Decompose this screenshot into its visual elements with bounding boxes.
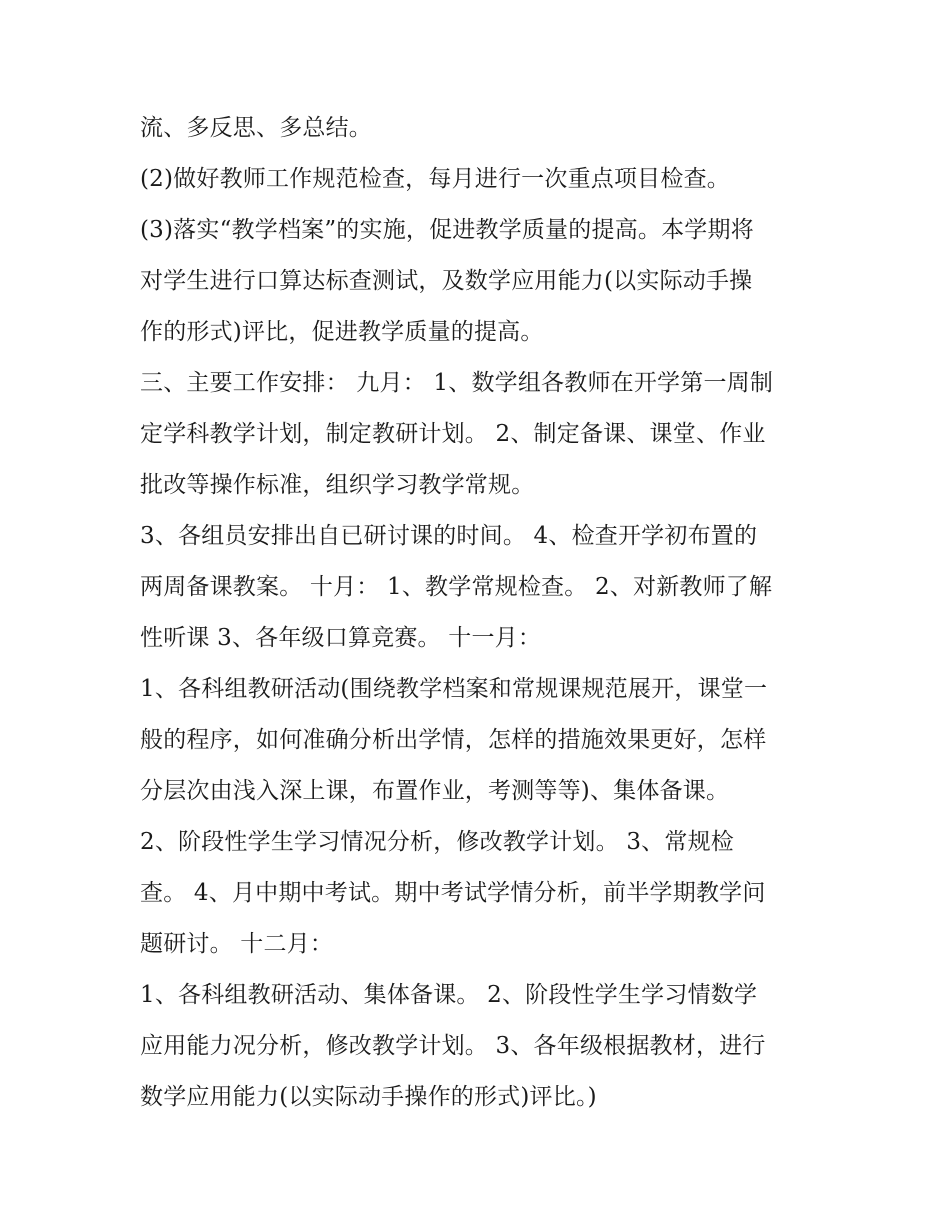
text-line: 对学生进行口算达标查测试，及数学应用能力(以实际动手操 (140, 268, 753, 294)
text-line: 作的形式)评比，促进教学质量的提高。 (140, 319, 544, 345)
text-line: (3)落实“教学档案”的实施，促进教学质量的提高。本学期将 (140, 217, 754, 243)
text-line: 3、各组员安排出自已研讨课的时间。 4、检查开学初布置的 (140, 523, 758, 549)
text-line: 2、阶段性学生学习情况分析，修改教学计划。 3、常规检 (140, 829, 734, 855)
text-line: 定学科教学计划，制定教研计划。 2、制定备课、课堂、作业 (140, 421, 766, 447)
text-line: 流、多反思、多总结。 (140, 115, 372, 141)
text-line: 应用能力况分析，修改教学计划。 3、各年级根据教材，进行 (140, 1033, 766, 1059)
text-line: 分层次由浅入深上课，布置作业，考测等等)、集体备课。 (140, 778, 730, 804)
text-line: 1、各科组教研活动(围绕教学档案和常规课规范展开，课堂一 (140, 676, 768, 702)
text-line: 三、主要工作安排： 九月： 1、数学组各教师在开学第一周制 (140, 370, 774, 396)
text-line: 题研讨。 十二月： (140, 931, 334, 957)
text-line: (2)做好教师工作规范检查，每月进行一次重点项目检查。 (140, 166, 730, 192)
text-line: 1、各科组教研活动、集体备课。 2、阶段性学生学习情数学 (140, 982, 758, 1008)
text-line: 性听课 3、各年级口算竞赛。 十一月： (140, 625, 542, 651)
text-line: 般的程序，如何准确分析出学情，怎样的措施效果更好，怎样 (140, 727, 767, 753)
text-line: 数学应用能力(以实际动手操作的形式)评比。) (140, 1084, 597, 1110)
body-text (140, 103, 830, 1123)
text-line: 批改等操作标准，组织学习教学常规。 (140, 472, 535, 498)
text-line: 查。 4、月中期中考试。期中考试学情分析，前半学期教学问 (140, 880, 766, 906)
text-line: 两周备课教案。 十月： 1、教学常规检查。 2、对新教师了解 (140, 574, 773, 600)
